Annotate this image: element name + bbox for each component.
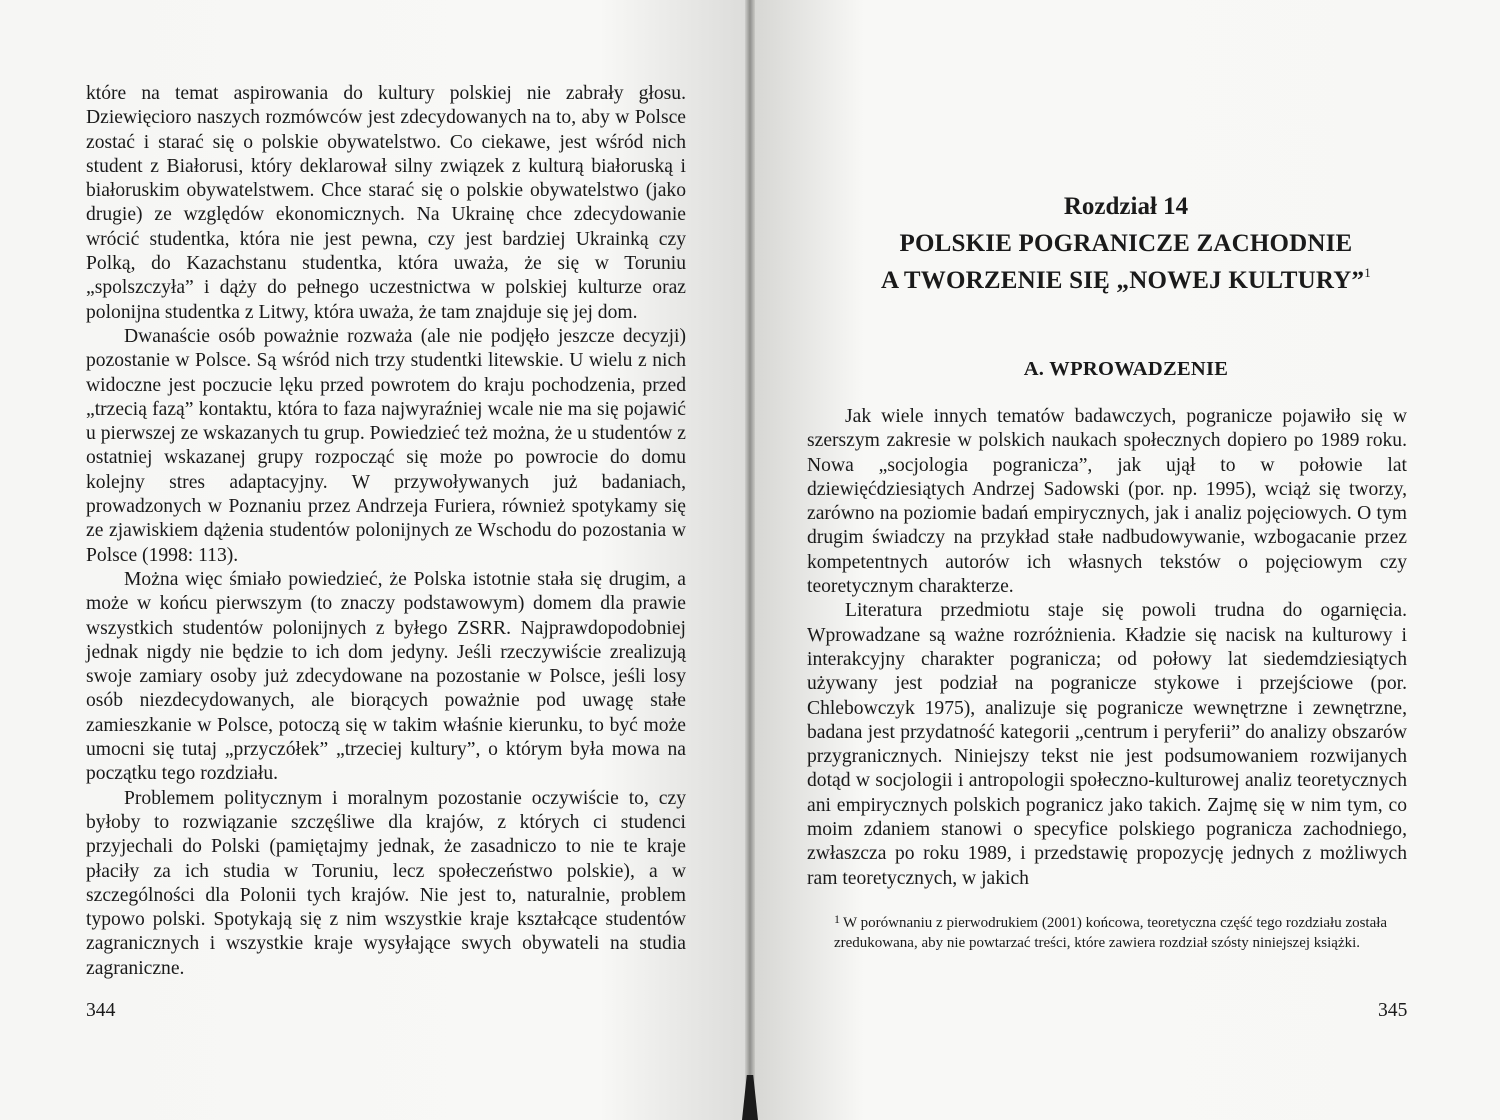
- right-paragraph-2: Literatura przedmiotu staje się powoli trudna do ogarnięcia. Wprowadzane są ważne rozróżnienia. Kładzie się nacisk na kulturowy i interakcyjny charakter pogranicza; od połowy lat siedemdziesiątych używany jest podział na pogranicze stykowe i przejściowe (por. Chlebowczyk 1975), analizuje się pogranicze wewnętrzne i zewnętrzne, badana jest przydatność kategorii „centrum i peryferii” do analizy obszarów przygranicznych. Niniejszy tekst nie jest podsumowaniem rozwijanych dotąd w socjologii i antropologii społeczno-kulturowej analiz teoretycznych ani empirycznych polskich pogranicz jako takich. Zajmę się w nim tym, co moim zdaniem stanowi o specyfice polskiego pogranicza zachodniego, zwłaszcza po roku 1989, i przedstawię propozycję jednych z możliwych ram teoretycznych, w jakich: [807, 600, 1407, 889]
- section-heading: A. WPROWADZENIE: [1023, 358, 1229, 380]
- right-page: [752, 0, 1500, 1120]
- right-paragraph-1: Jak wiele innych tematów badawczych, pogranicze pojawiło się w szerszym zakresie w polskich naukach społecznych dopiero po 1989 roku. Nowa „socjologia pogranicza”, jak ujął to w połowie lat dziewięćdziesiątych Andrzej Sadowski (por. np. 1995), wciąż się tworzy, zarówno na poziomie badań empirycznych, jak i analiz pojęciowych. O tym drugim świadczy na przykład stałe nadbudowywanie, wzbogacanie przez kompetentnych autorów ich własnych tekstów o pojęciowym czy teoretycznym charakterze.: [807, 406, 1407, 598]
- left-paragraph-1: które na temat aspirowania do kultury polskiej nie zabrały głosu. Dziewięcioro naszych rozmówców jest zdecydowanych na to, aby w Polsce zostać i starać się o polskie obywatelstwo. Co ciekawe, jest wśród nich student z Białorusi, który deklarował silny związek z kulturą białoruską i białoruskim obywatelstwem. Chce starać się o polskie obywatelstwo (jako drugie) ze względów ekonomicznych. Na Ukrainę chce zdecydowanie wrócić studentka, która nie jest pewna, czy jest bardziej Ukrainką czy Polką, do Kazachstanu studentka, która uważa, że się w Toruniu „spolszczyła” i dąży do pełnego uczestnictwa w polskiej kulturze oraz polonijna studentka z Litwy, która uważa, że tam znajduje się jej dom.: [86, 83, 686, 323]
- footnote-reference: 1: [1364, 265, 1371, 280]
- footnote-mark: 1: [834, 912, 840, 926]
- right-page-number: 345: [1378, 1000, 1408, 1021]
- chapter-title-line-2-text: A TWORZENIE SIĘ „NOWEJ KULTURY”: [881, 267, 1365, 294]
- right-page-body: [807, 405, 1407, 891]
- chapter-number: Rozdział 14: [1063, 193, 1189, 220]
- chapter-title-line-1: POLSKIE POGRANICZE ZACHODNIE: [899, 230, 1353, 257]
- left-paragraph-4: Problemem politycznym i moralnym pozostanie oczywiście to, czy byłoby to rozwiązanie szczęśliwe dla krajów, z których ci studenci przyjechali do Polski (pamiętajmy jednak, że zasadniczo to nie te kraje płaciły za ich studia w Toruniu, lecz społeczeństwo polskie), a w szczególności dla Polonii tych krajów. Nie jest to, naturalnie, problem typowo polski. Spotykają się z nim wszystkie kraje kształcące studentów zagranicznych i wszystkie kraje wysyłające swych obywateli na studia zagraniczne.: [86, 787, 686, 979]
- left-page-number: 344: [86, 1000, 116, 1021]
- chapter-title-line-2: [752, 265, 1500, 295]
- footnote-text: W porównaniu z pierwodrukiem (2001) końcowa, teoretyczna część tego rozdziału została zredukowana, aby nie powtarzać treści, które zawiera rozdział szósty niniejszej książki.: [834, 915, 1388, 951]
- left-page: [0, 0, 748, 1120]
- footnote: [834, 910, 1414, 953]
- left-paragraph-2: Dwanaście osób poważnie rozważa (ale nie podjęło jeszcze decyzji) pozostanie w Polsce. Są wśród nich trzy studentki litewskie. U wielu z nich widoczne jest poczucie lęku przed powrotem do kraju pochodzenia, przed „trzecią fazą” kontaktu, która to faza najwyraźniej wcale nie ma się pojawić u pierwszej ze wskazanych tu grup. Powiedzieć też można, że u studentów z ostatniej wskazanej grupy rozpocząć się może po powrocie do domu kolejny stres adaptacyjny. W przywoływanych już badaniach, prowadzonych w Poznaniu przez Andrzeja Furiera, również spotykamy się ze zjawiskiem dążenia studentów polonijnych ze Wschodu do pozostania w Polsce (1998: 113).: [86, 325, 686, 566]
- book-gutter: [745, 0, 755, 1120]
- left-paragraph-3: Można więc śmiało powiedzieć, że Polska istotnie stała się drugim, a może w końcu pierwszym (to znaczy podstawowym) domem dla prawie wszystkich studentów polonijnych z byłego ZSRR. Najprawdopodobniej jednak nigdy nie będzie to ich dom jedyny. Jeśli rzeczywiście zrealizują swoje zamiary osoby już zdecydowane na pozostanie w Polsce, jeśli losy osób niezdecydowanych, ale biorących poważnie pod uwagę stałe zamieszkanie w Polsce, potoczą się w takim właśnie kierunku, to być może umocni się tutaj „przyczółek” „trzeciej kultury”, o którym była mowa na początku tego rozdziału.: [86, 568, 686, 785]
- left-page-body: [86, 82, 686, 981]
